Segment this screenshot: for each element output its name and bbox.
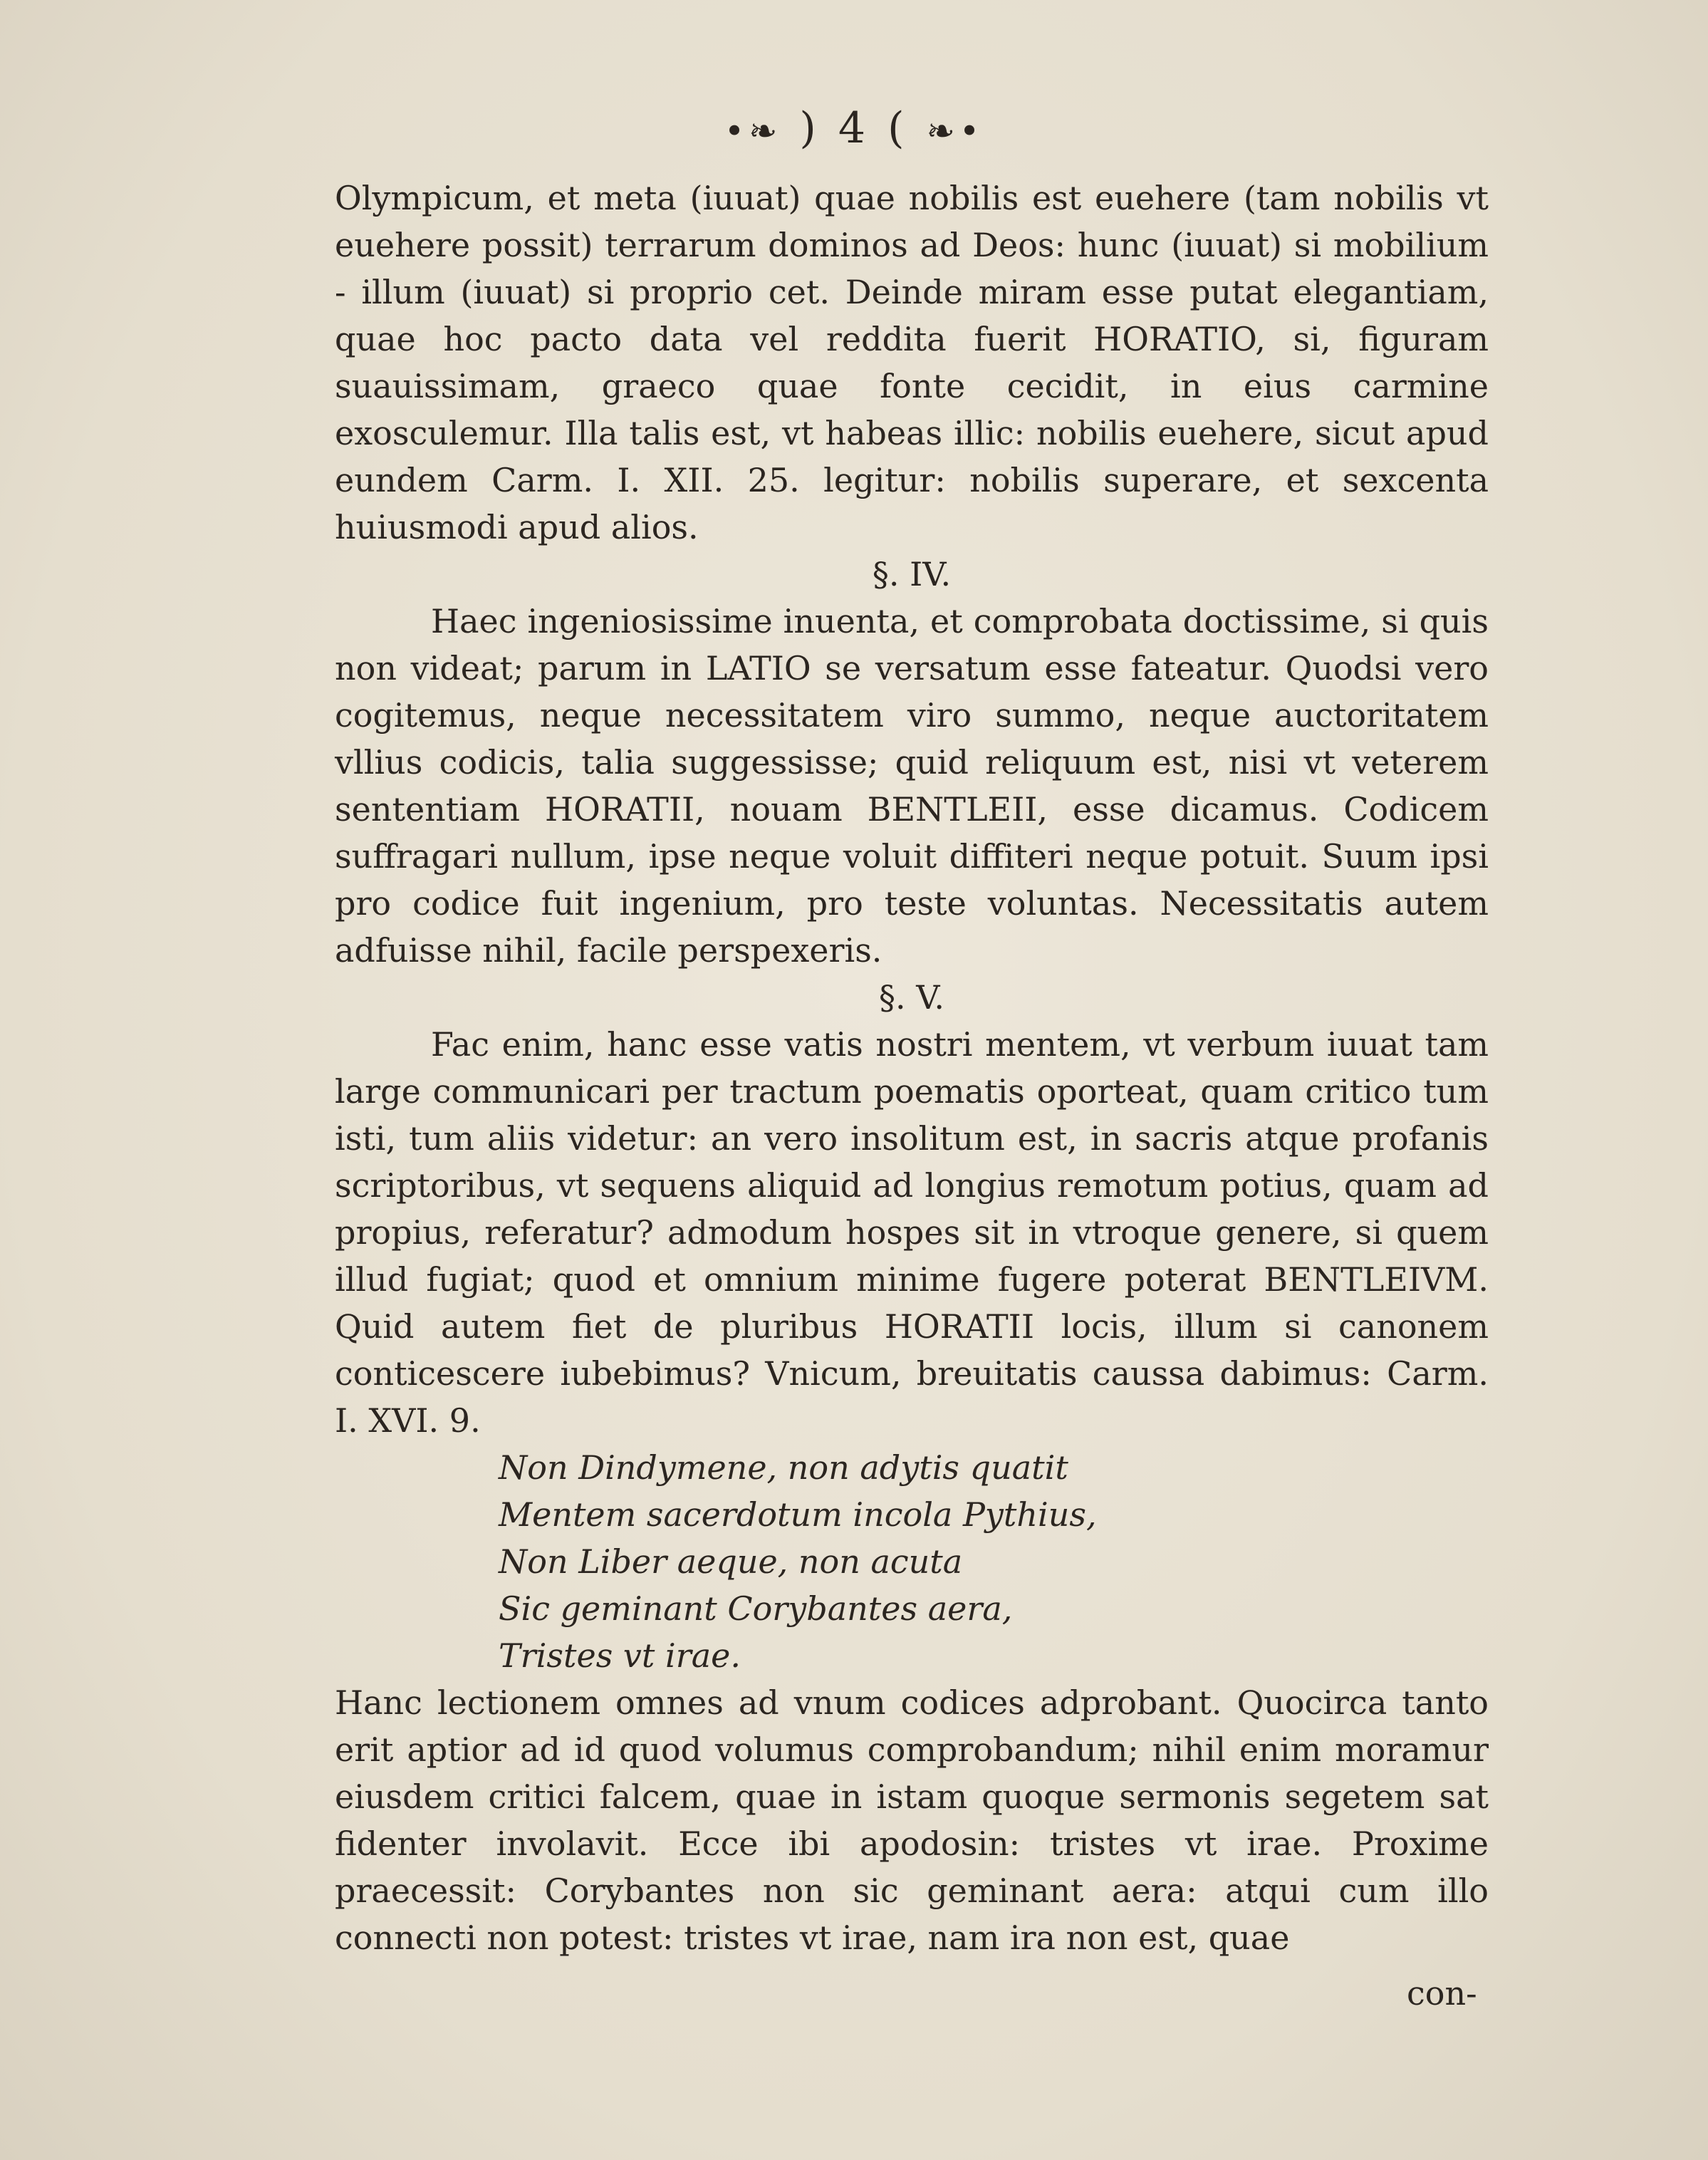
- verse-line: Non Liber aeque, non acuta: [499, 1542, 963, 1581]
- paragraph-4: Hanc lectionem omnes ad vnum codices adprobant. Quocirca tanto erit aptior ad id quod volumus comprobandum; nihil enim moramur eiusdem critici falcem, quae in istam quoque sermonis segetem sat fidenter involavit. Ecce ibi apodosin: tristes vt irae. Proxime praecessit: Corybantes non sic geminant aera: atqui cum illo connecti non potest: tristes vt irae, nam ira non est, quae: [335, 1683, 1489, 1957]
- paragraph-3: Fac enim, hanc esse vatis nostri mentem, vt verbum iuuat tam large communicari per tractum poematis oporteat, quam critico tum isti, tum aliis videtur: an vero insolitum est, in sacris atque profanis scriptoribus, vt sequens aliquid ad longius remotum potius, quam ad propius, referatur? admodum hospes sit in vtroque genere, si quem illud fugiat; quod et omnium minime fugere poterat BENTLEIVM. Quid autem fiet de pluribus HORATII locis, illum si canonem conticescere iubebimus? Vnicum, breuitatis caussa dabimus: Carm. I. XVI. 9.: [335, 1025, 1489, 1440]
- section-heading-4: §. IV.: [872, 555, 952, 593]
- verse-line: Non Dindymene, non adytis quatit: [499, 1448, 1068, 1487]
- verse-line: Tristes vt irae.: [499, 1636, 741, 1675]
- verse-quote: [499, 1444, 1489, 1679]
- paragraph-1: Olympicum, et meta (iuuat) quae nobilis est euehere (tam nobilis vt euehere possit) terrarum dominos ad Deos: hunc (iuuat) si mobilium - illum (iuuat) si proprio cet. Deinde miram esse putat elegantiam, quae hoc pacto data vel reddita fuerit HORATIO, si, figuram suauissimam, graeco quae fonte cecidit, in eius carmine exosculemur. Illa talis est, vt habeas illic: nobilis euehere, sicut apud eundem Carm. I. XII. 25. legitur: nobilis superare, et sexcenta huiusmodi apud alios.: [335, 179, 1489, 546]
- paragraph-2: Haec ingeniosissime inuenta, et comprobata doctissime, si quis non videat; parum in LATIO se versatum esse fateatur. Quodsi vero cogitemus, neque necessitatem viro summo, neque auctoritatem vllius codicis, talia suggessisse; quid reliquum est, nisi vt veterem sententiam HORATII, nouam BENTLEII, esse dicamus. Codicem suffragari nullum, ipse neque voluit diffiteri neque potuit. Suum ipsi pro codice fuit ingenium, pro teste voluntas. Necessitatis autem adfuisse nihil, facile perspexeris.: [335, 602, 1489, 970]
- verse-line: Mentem sacerdotum incola Pythius,: [499, 1495, 1097, 1534]
- left-ornament-icon: •❧: [724, 111, 782, 152]
- verse-line: Sic geminant Corybantes aera,: [499, 1589, 1013, 1628]
- section-heading-5: §. V.: [878, 978, 945, 1017]
- page-header: [0, 103, 1708, 153]
- right-ornament-icon: ❧•: [926, 111, 984, 152]
- page-number: ) 4 (: [799, 103, 909, 153]
- catchword: con-: [1407, 1974, 1477, 2013]
- text-body: [335, 175, 1489, 1961]
